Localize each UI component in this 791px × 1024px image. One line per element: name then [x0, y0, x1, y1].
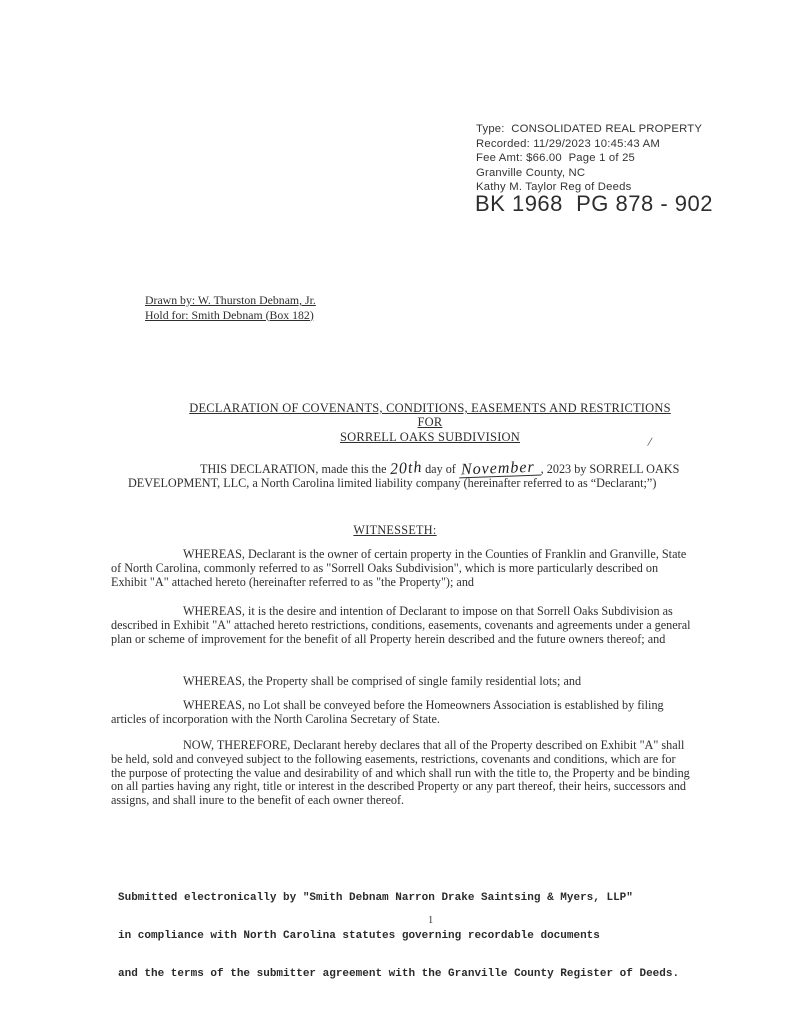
title-line-2: FOR — [417, 415, 443, 430]
footer-line-3: and the terms of the submitter agreement with the Granville County Register of Deeds. — [118, 968, 680, 981]
footer-line-2: in compliance with North Carolina statutes governing recordable documents — [118, 929, 600, 942]
drawn-by-line: Drawn by: W. Thurston Debnam, Jr. — [145, 293, 316, 307]
declaration-text-pre: THIS DECLARATION, made this the — [200, 462, 390, 476]
whereas-paragraph-4: WHEREAS, no Lot shall be conveyed before the Homeowners Association is established by filing articles of incorporation with the North Carolina Secretary of State. — [111, 698, 664, 726]
stamp-recorded-line: Recorded: 11/29/2023 10:45:43 AM — [476, 137, 660, 150]
stamp-fee-line: Fee Amt: $66.00 Page 1 of 25 — [476, 152, 636, 165]
stamp-register-line: Kathy M. Taylor Reg of Deeds — [476, 181, 632, 194]
stamp-type-line: Type: CONSOLIDATED REAL PROPERTY — [476, 123, 703, 135]
stray-pen-mark: / — [646, 433, 654, 450]
document-origin-block — [145, 293, 316, 322]
submission-footer — [118, 866, 679, 1007]
hold-for-line: Hold for: Smith Debnam (Box 182) — [145, 307, 314, 322]
declaration-paragraph — [128, 458, 694, 491]
document-title — [130, 401, 730, 444]
title-line-3: SORRELL OAKS SUBDIVISION — [339, 429, 521, 444]
page-number: 1 — [428, 915, 434, 926]
title-line-1: DECLARATION OF COVENANTS, CONDITIONS, EASEMENTS AND RESTRICTIONS — [189, 401, 671, 415]
book-page-reference: BK 1968 PG 878 - 902 — [475, 191, 713, 216]
whereas-paragraph-2: WHEREAS, it is the desire and intention of Declarant to impose on that Sorrell Oaks Subdivision as described in Exhibit "A" attached hereto restrictions, conditions, easements, covenants and agreements under a general plan or scheme of improvement for the benefit of all Property herein described and the future owners thereof; and — [111, 604, 691, 646]
declaration-text-post: , 2023 by SORRELL OAKS DEVELOPMENT, LLC, a North Carolina limited liability company (hereinafter referred to as “Declarant;”) — [128, 462, 680, 490]
handwritten-month: November — [459, 461, 541, 479]
footer-line-1: Submitted electronically by "Smith Debnam Narron Drake Saintsing & Myers, LLP" — [118, 891, 633, 904]
whereas-paragraph-1: WHEREAS, Declarant is the owner of certain property in the Counties of Franklin and Granville, State of North Carolina, commonly referred to as "Sorrell Oaks Subdivision", which is more particularly described on Exhibit "A" attached hereto (hereinafter referred to as "the Property"); and — [111, 547, 687, 589]
handwritten-day: 20th — [388, 458, 423, 479]
declaration-text-mid: day of — [422, 462, 459, 476]
recording-stamp — [476, 122, 702, 195]
whereas-paragraph-3: WHEREAS, the Property shall be comprised of single family residential lots; and — [183, 674, 582, 688]
witnesseth-heading: WITNESSETH: — [353, 523, 437, 537]
stamp-county-line: Granville County, NC — [476, 166, 586, 179]
now-therefore-paragraph: NOW, THEREFORE, Declarant hereby declares that all of the Property described on Exhibit "A" shall be held, sold and conveyed subject to the following easements, restrictions, covenants and conditions, which are for the purpose of protecting the value and desirability of and which shall run with the title to, the Property and be binding on all parties having any right, title or interest in the described Property or any part thereof, their heirs, successors and assigns, and shall inure to the benefit of each owner thereof. — [111, 738, 690, 808]
